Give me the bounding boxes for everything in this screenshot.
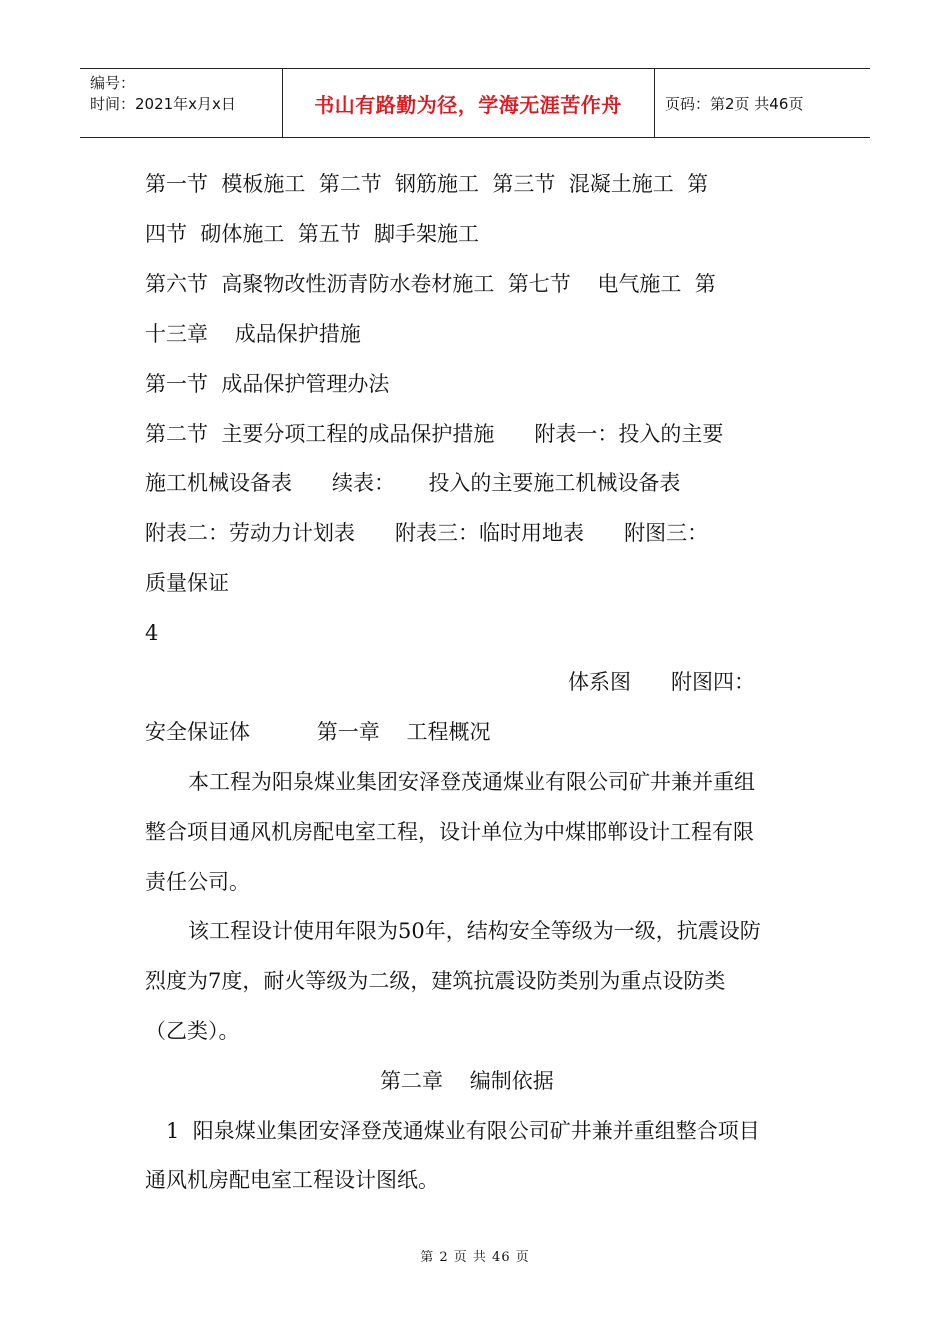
paragraph-line: （乙类）。 (145, 1019, 240, 1043)
toc-line: 第二节 主要分项工程的成品保护措施 附表一：投入的主要 (145, 422, 724, 446)
toc-line: 施工机械设备表 续表： 投入的主要施工机械设备表 (145, 471, 681, 495)
toc-line: 第六节 高聚物改性沥青防水卷材施工 第七节 电气施工 第 (145, 272, 716, 296)
toc-line: 安全保证体 第一章 工程概况 (145, 720, 491, 744)
toc-line: 第一节 成品保护管理办法 (145, 372, 390, 396)
header-page-info: 页码：第2页 共46页 (665, 94, 804, 113)
toc-line: 十三章 成品保护措施 (145, 322, 361, 346)
paragraph-line: 整合项目通风机房配电室工程，设计单位为中煤邯郸设计工程有限 (145, 820, 754, 844)
chapter-heading: 第二章 编制依据 (380, 1069, 554, 1093)
paragraph-line: 责任公司。 (145, 870, 250, 894)
paragraph-line: 该工程设计使用年限为50年，结构安全等级为一级，抗震设防 (188, 919, 761, 943)
paragraph-line: 烈度为7度，耐火等级为二级，建筑抗震设防类别为重点设防类 (145, 969, 726, 993)
page-footer: 第 2 页 共 46 页 (420, 1250, 530, 1265)
toc-line: 附表二：劳动力计划表 附表三：临时用地表 附图三： (145, 521, 709, 545)
header-meta (90, 73, 236, 115)
toc-line: 四节 砌体施工 第五节 脚手架施工 (145, 222, 480, 246)
paragraph-line: 1 阳泉煤业集团安泽登茂通煤业有限公司矿井兼并重组整合项目 (166, 1119, 760, 1143)
header-motto: 书山有路勤为径，学海无涯苦作舟 (314, 92, 622, 117)
header-divider (654, 69, 655, 137)
document-time: 时间：2021年x月x日 (90, 95, 236, 113)
paragraph-line: 本工程为阳泉煤业集团安泽登茂通煤业有限公司矿井兼并重组 (188, 770, 755, 794)
document-number-label: 编号： (90, 74, 136, 92)
toc-line: 质量保证 (145, 571, 229, 595)
paragraph-line: 通风机房配电室工程设计图纸。 (145, 1168, 439, 1192)
toc-line: 第一节 模板施工 第二节 钢筋施工 第三节 混凝土施工 第 (145, 172, 709, 196)
header-table (80, 68, 870, 138)
toc-line: 4 (145, 621, 159, 645)
toc-line: 体系图 附图四： (568, 670, 756, 694)
